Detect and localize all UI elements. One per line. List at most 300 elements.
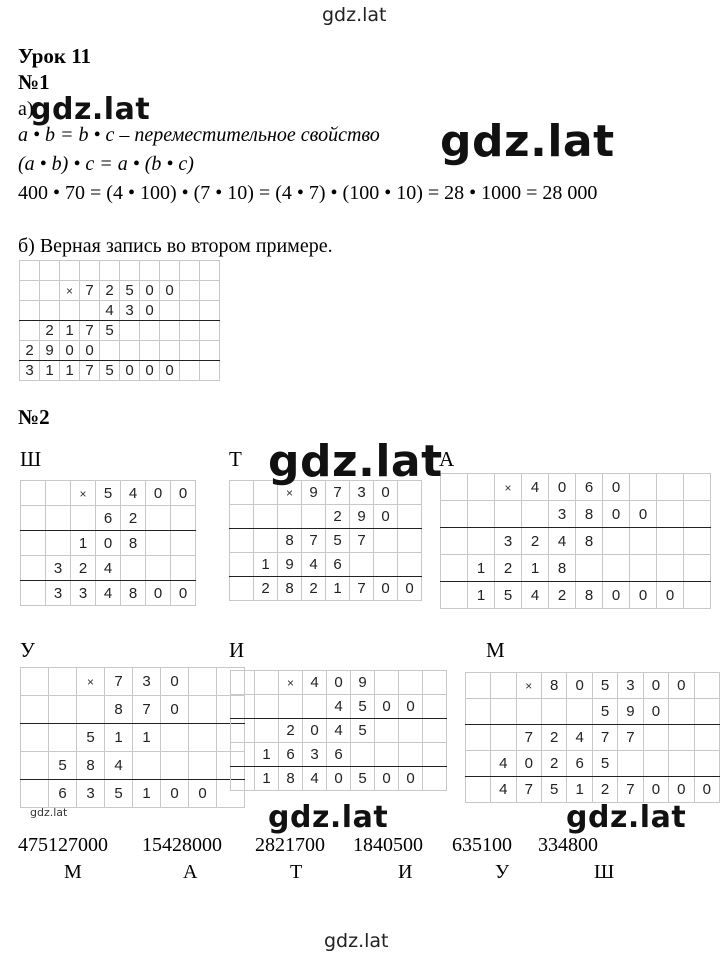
grid-cell: 0 [399, 695, 423, 719]
grid-cell: 7 [618, 777, 643, 803]
grid-cell: 6 [567, 751, 592, 777]
grid-cell [40, 301, 60, 321]
grid-cell [279, 671, 303, 695]
grid-cell [441, 501, 468, 528]
grid-cell: 0 [146, 581, 171, 606]
grid-cell [302, 505, 326, 529]
grid-cell [423, 767, 447, 791]
grid-cell: 6 [327, 743, 351, 767]
grid-cell: 3 [303, 743, 327, 767]
grid-cell: 1 [522, 555, 549, 582]
grid-cell: 4 [302, 553, 326, 577]
grid-cell: 2 [541, 751, 566, 777]
grid-cell: 0 [140, 361, 160, 381]
watermark: gdz.lat [566, 800, 687, 835]
grid-row [231, 743, 447, 767]
grid-cell: 0 [140, 301, 160, 321]
grid-cell [180, 301, 200, 321]
grid-cell [21, 481, 46, 506]
grid-cell: 0 [140, 281, 160, 301]
watermark: gdz.lat [440, 116, 615, 167]
grid-cell: 5 [351, 767, 375, 791]
grid-cell [522, 501, 549, 528]
grid-cell: 4 [549, 528, 576, 555]
answer-letter-1: М [64, 861, 82, 883]
grid-cell [466, 673, 491, 699]
commutative-line: a • b = b • c – переместительное свойство [18, 124, 380, 146]
grid-cell [160, 341, 180, 361]
grid-cell: 7 [516, 725, 541, 751]
grid-cell: 0 [657, 582, 684, 609]
grid-cell: 0 [161, 696, 189, 724]
grid-cell [466, 699, 491, 725]
grid-cell [49, 724, 77, 752]
grid-cell [466, 725, 491, 751]
watermark: gdz.lat [268, 800, 389, 835]
grid-cell: 2 [302, 577, 326, 601]
grid-cell: 1 [567, 777, 592, 803]
grid-cell: 7 [80, 281, 100, 301]
grid-cell: 2 [495, 555, 522, 582]
grid-cell: 5 [120, 281, 140, 301]
grid-cell: 8 [121, 531, 146, 556]
grid-cell [21, 780, 49, 808]
grid-cell: 0 [80, 341, 100, 361]
grid-cell [189, 724, 217, 752]
grid-cell [20, 321, 40, 341]
grid-cell: 2 [592, 777, 617, 803]
grid-cell: 3 [549, 501, 576, 528]
multiply-sign: × [504, 480, 512, 495]
grid-cell [303, 695, 327, 719]
grid-cell [603, 555, 630, 582]
grid-row [231, 719, 447, 743]
grid-cell: 5 [105, 780, 133, 808]
grid-cell [46, 531, 71, 556]
grid-cell: 2 [40, 321, 60, 341]
grid-cell: 7 [350, 529, 374, 553]
grid-cell [399, 719, 423, 743]
grid-cell [423, 695, 447, 719]
grid-cell [375, 743, 399, 767]
grid-cell: 7 [516, 777, 541, 803]
grid-cell [20, 301, 40, 321]
grid-cell: 2 [541, 725, 566, 751]
grid-cell [21, 531, 46, 556]
grid-cell: 1 [105, 724, 133, 752]
grid-cell [21, 581, 46, 606]
grid-cell: 4 [491, 751, 516, 777]
grid-cell [374, 553, 398, 577]
grid-cell [21, 556, 46, 581]
grid-cell [278, 505, 302, 529]
grid-cell: 0 [643, 699, 668, 725]
grid-cell [350, 553, 374, 577]
grid-cell [567, 699, 592, 725]
grid-cell [669, 751, 694, 777]
watermark: gdz.lat [268, 436, 443, 487]
grid-row [230, 553, 422, 577]
grid-cell [140, 321, 160, 341]
block-letter-a: А [439, 447, 455, 471]
grid-cell: 0 [398, 577, 422, 601]
grid-cell: 6 [279, 743, 303, 767]
grid-cell: 4 [491, 777, 516, 803]
grid-cell: 1 [254, 553, 278, 577]
grid-cell: 6 [576, 474, 603, 501]
grid-cell [189, 668, 217, 696]
grid-cell [669, 725, 694, 751]
grid-row [20, 341, 220, 361]
grid-cell: 1 [326, 577, 350, 601]
grid-cell [684, 528, 711, 555]
grid-cell [669, 699, 694, 725]
grid-row [21, 724, 245, 752]
grid-cell: 5 [495, 582, 522, 609]
grid-row [20, 361, 220, 381]
grid-cell: 2 [522, 528, 549, 555]
grid-cell [230, 553, 254, 577]
grid-cell: 0 [160, 361, 180, 381]
grid-cell [694, 725, 719, 751]
grid-cell: 3 [133, 668, 161, 696]
grid-cell: 0 [160, 281, 180, 301]
grid-cell: 3 [495, 528, 522, 555]
grid-cell: 3 [77, 780, 105, 808]
grid-row [466, 673, 720, 699]
grid-cell: 0 [603, 582, 630, 609]
grid-row [21, 556, 196, 581]
grid-cell: 2 [121, 506, 146, 531]
grid-cell [180, 261, 200, 281]
grid-cell: 8 [549, 555, 576, 582]
grid-cell [120, 341, 140, 361]
grid-cell: 5 [96, 481, 121, 506]
grid-cell: 4 [327, 695, 351, 719]
grid-cell: 7 [326, 481, 350, 505]
grid-cell: 1 [255, 767, 279, 791]
grid-cell: 6 [49, 780, 77, 808]
grid-cell [684, 474, 711, 501]
grid-cell [146, 531, 171, 556]
grid-cell [684, 582, 711, 609]
answer-2: 15428000 [142, 834, 222, 856]
block-letter-u: У [20, 638, 35, 662]
grid-cell [71, 481, 96, 506]
grid-cell [516, 699, 541, 725]
grid-cell: 9 [278, 553, 302, 577]
grid-cell [21, 506, 46, 531]
grid-cell [491, 699, 516, 725]
grid-cell: 1 [468, 555, 495, 582]
grid-cell: 1 [133, 724, 161, 752]
grid-cell: 4 [522, 474, 549, 501]
grid-row [231, 671, 447, 695]
grid-cell [423, 671, 447, 695]
grid-cell [399, 743, 423, 767]
grid-cell [200, 341, 220, 361]
grid-cell: 8 [105, 696, 133, 724]
grid-cell [77, 668, 105, 696]
grid-cell: 7 [350, 577, 374, 601]
grid-cell [255, 695, 279, 719]
grid-cell [230, 577, 254, 601]
grid-cell: 0 [643, 777, 668, 803]
grid-cell: 5 [592, 699, 617, 725]
answer-letter-3: Т [290, 861, 303, 883]
grid-cell: 2 [549, 582, 576, 609]
site-footer: gdz.lat [324, 930, 389, 952]
grid-cell: 3 [618, 673, 643, 699]
multiplication-grid-1 [19, 260, 220, 381]
answer-5: 635100 [452, 834, 512, 856]
grid-cell [231, 767, 255, 791]
grid-row [21, 668, 245, 696]
grid-cell: 4 [121, 481, 146, 506]
grid-cell [21, 696, 49, 724]
grid-cell [171, 531, 196, 556]
grid-cell [630, 474, 657, 501]
answer-letter-5: У [495, 861, 510, 883]
grid-cell: 0 [189, 780, 217, 808]
grid-cell: 5 [100, 361, 120, 381]
grid-cell: 0 [96, 531, 121, 556]
grid-cell [140, 341, 160, 361]
grid-row [21, 531, 196, 556]
grid-cell: 0 [327, 671, 351, 695]
grid-cell: 4 [567, 725, 592, 751]
grid-row [441, 582, 711, 609]
grid-cell [230, 505, 254, 529]
grid-cell: 6 [326, 553, 350, 577]
grid-cell: 0 [375, 767, 399, 791]
grid-cell: 4 [303, 671, 327, 695]
grid-cell [189, 696, 217, 724]
grid-cell [255, 671, 279, 695]
grid-cell: 7 [80, 321, 100, 341]
grid-cell: 2 [326, 505, 350, 529]
grid-cell [40, 261, 60, 281]
task1-part-b: б) Верная запись во втором примере. [18, 235, 333, 257]
grid-cell [60, 301, 80, 321]
grid-cell [657, 528, 684, 555]
multiply-sign: × [79, 486, 87, 501]
grid-cell [255, 719, 279, 743]
grid-cell [657, 501, 684, 528]
site-header: gdz.lat [322, 4, 387, 26]
grid-cell [146, 556, 171, 581]
grid-cell: 3 [120, 301, 140, 321]
grid-cell: 3 [46, 556, 71, 581]
grid-cell: 0 [603, 501, 630, 528]
grid-cell [231, 743, 255, 767]
grid-row [20, 301, 220, 321]
grid-cell: 8 [278, 577, 302, 601]
task2-number: №2 [18, 405, 50, 429]
grid-cell: 4 [105, 752, 133, 780]
grid-cell [200, 321, 220, 341]
grid-cell [279, 695, 303, 719]
grid-cell: 1 [60, 321, 80, 341]
grid-cell: 0 [630, 582, 657, 609]
multiply-sign: × [525, 679, 533, 693]
grid-cell [630, 528, 657, 555]
grid-row [441, 501, 711, 528]
grid-cell [146, 506, 171, 531]
grid-row [466, 725, 720, 751]
grid-cell [375, 671, 399, 695]
grid-row [21, 506, 196, 531]
grid-cell: 8 [279, 767, 303, 791]
grid-cell [80, 301, 100, 321]
grid-cell [21, 668, 49, 696]
grid-cell [618, 751, 643, 777]
grid-cell: 0 [374, 505, 398, 529]
grid-cell [140, 261, 160, 281]
grid-cell [694, 673, 719, 699]
grid-cell [20, 261, 40, 281]
grid-row [230, 577, 422, 601]
grid-row [230, 505, 422, 529]
multiply-sign: × [65, 284, 73, 298]
grid-cell [231, 695, 255, 719]
grid-cell: 0 [303, 719, 327, 743]
grid-cell [180, 281, 200, 301]
grid-cell [468, 501, 495, 528]
grid-cell [398, 529, 422, 553]
grid-cell [171, 506, 196, 531]
grid-cell: 9 [302, 481, 326, 505]
lesson-title: Урок 11 [18, 44, 92, 68]
grid-row [21, 780, 245, 808]
grid-cell: 0 [669, 777, 694, 803]
grid-cell [398, 505, 422, 529]
grid-cell [254, 529, 278, 553]
grid-cell [466, 777, 491, 803]
multiplication-grid-m [465, 672, 720, 803]
grid-cell [231, 719, 255, 743]
grid-cell [684, 555, 711, 582]
grid-cell [161, 752, 189, 780]
grid-cell [516, 673, 541, 699]
grid-cell [423, 719, 447, 743]
grid-cell: 9 [618, 699, 643, 725]
grid-cell: 7 [80, 361, 100, 381]
grid-cell: 7 [592, 725, 617, 751]
grid-cell: 2 [20, 341, 40, 361]
multiplication-grid-u [20, 667, 245, 808]
grid-cell [694, 699, 719, 725]
grid-cell: 8 [77, 752, 105, 780]
multiplication-grid-a [440, 473, 711, 609]
grid-cell [694, 751, 719, 777]
grid-cell: 4 [100, 301, 120, 321]
grid-cell: 8 [576, 501, 603, 528]
grid-cell [133, 752, 161, 780]
grid-cell: 4 [522, 582, 549, 609]
grid-cell: 9 [350, 505, 374, 529]
grid-cell [120, 261, 140, 281]
grid-cell [466, 751, 491, 777]
multiplication-grid-i [230, 670, 447, 791]
answer-letter-4: И [398, 861, 413, 883]
grid-cell: 0 [630, 501, 657, 528]
grid-cell [180, 341, 200, 361]
grid-cell: 4 [96, 581, 121, 606]
answer-4: 1840500 [353, 834, 423, 856]
grid-cell: 1 [133, 780, 161, 808]
answer-3: 2821700 [255, 834, 325, 856]
grid-row [441, 555, 711, 582]
grid-cell [468, 528, 495, 555]
grid-cell [100, 341, 120, 361]
grid-cell [603, 528, 630, 555]
grid-cell [643, 725, 668, 751]
answer-letter-2: А [183, 861, 198, 883]
grid-cell: 2 [254, 577, 278, 601]
grid-cell [200, 301, 220, 321]
grid-cell [180, 361, 200, 381]
grid-cell [21, 752, 49, 780]
grid-cell [495, 474, 522, 501]
grid-cell: 3 [46, 581, 71, 606]
grid-cell: 4 [327, 719, 351, 743]
grid-cell: 8 [541, 673, 566, 699]
grid-cell [77, 696, 105, 724]
grid-row [20, 261, 220, 281]
grid-cell: 5 [100, 321, 120, 341]
grid-cell: 1 [40, 361, 60, 381]
grid-cell [71, 506, 96, 531]
grid-cell: 7 [618, 725, 643, 751]
grid-cell: 0 [643, 673, 668, 699]
grid-cell [657, 555, 684, 582]
grid-cell [491, 725, 516, 751]
grid-cell [230, 481, 254, 505]
grid-cell [189, 752, 217, 780]
grid-row [231, 695, 447, 719]
grid-cell: 1 [71, 531, 96, 556]
grid-cell [230, 529, 254, 553]
grid-cell: 5 [49, 752, 77, 780]
grid-cell: 0 [549, 474, 576, 501]
grid-cell [441, 555, 468, 582]
watermark: gdz.lat [30, 92, 151, 127]
multiply-sign: × [285, 486, 293, 500]
grid-cell [231, 671, 255, 695]
grid-cell [576, 555, 603, 582]
grid-cell: 5 [541, 777, 566, 803]
grid-cell [375, 719, 399, 743]
grid-cell: 8 [576, 528, 603, 555]
grid-cell [100, 261, 120, 281]
grid-cell: 5 [77, 724, 105, 752]
grid-cell: 0 [171, 481, 196, 506]
grid-cell: 5 [351, 719, 375, 743]
grid-cell: 4 [96, 556, 121, 581]
grid-cell [657, 474, 684, 501]
grid-cell [684, 501, 711, 528]
grid-cell: 8 [576, 582, 603, 609]
grid-cell: 7 [133, 696, 161, 724]
grid-cell [200, 261, 220, 281]
grid-cell [46, 481, 71, 506]
answer-letter-6: Ш [594, 861, 615, 883]
task1-number: №1 [18, 70, 50, 94]
grid-cell [60, 281, 80, 301]
grid-cell: 8 [278, 529, 302, 553]
multiply-sign: × [86, 675, 94, 689]
